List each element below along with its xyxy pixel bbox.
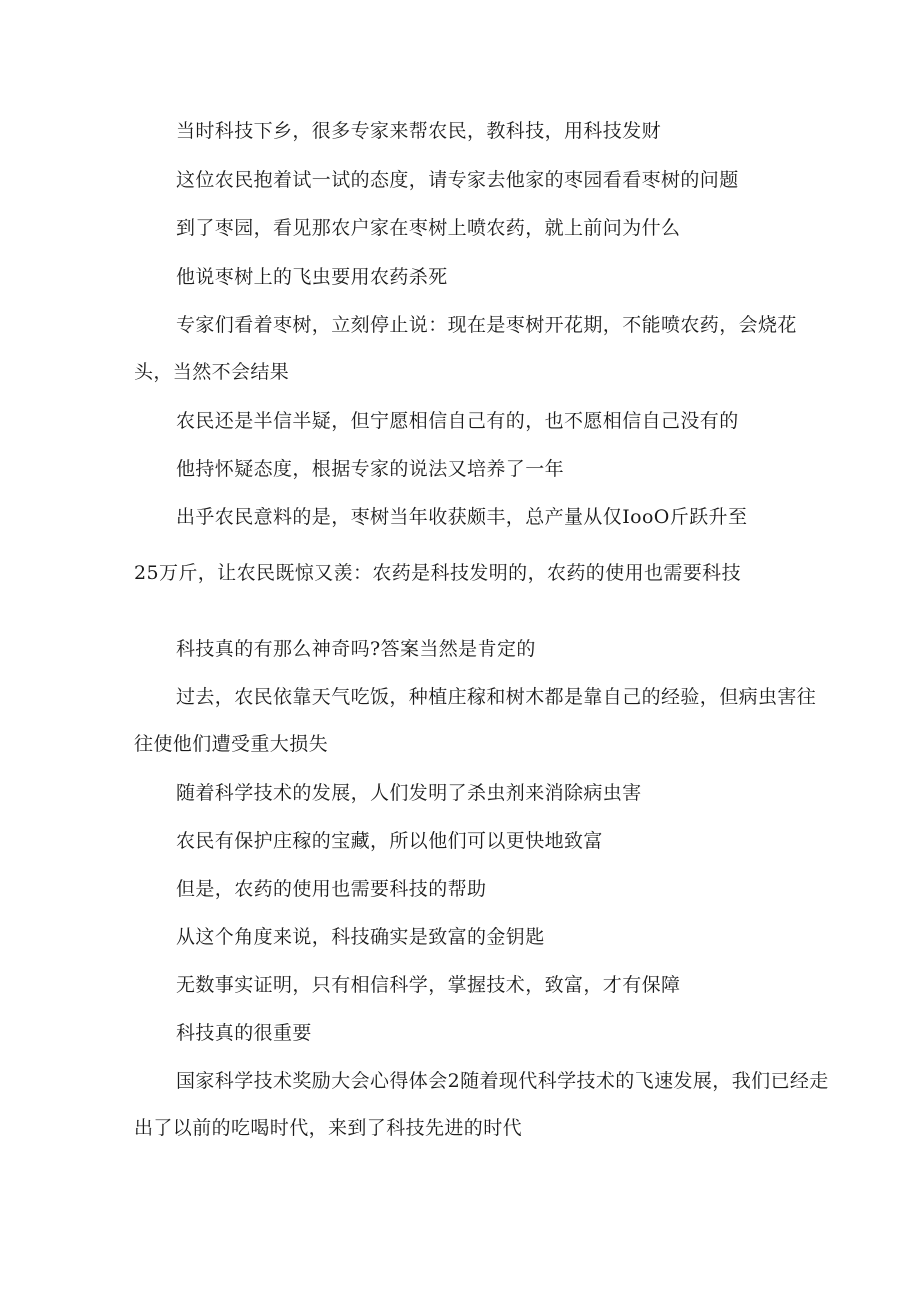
paragraph-11: 过去，农民依靠天气吃饭，种植庄稼和树木都是靠自己的经验，但病虫害往往使他们遭受重大损失: [134, 686, 817, 755]
paragraph-9: 25万斤，让农民既惊又羡：农药是科技发明的，农药的使用也需要科技: [134, 562, 741, 584]
paragraph-3: 到了枣园，看见那农户家在枣树上喷农药，就上前问为什么: [176, 217, 681, 239]
paragraph-13: 农民有保护庄稼的宝藏，所以他们可以更快地致富: [176, 830, 603, 852]
paragraph-14: 但是，农药的使用也需要科技的帮助: [176, 878, 487, 900]
paragraph-1: 当时科技下乡，很多专家来帮农民，教科技，用科技发财: [176, 120, 662, 142]
paragraph-10: 科技真的有那么神奇吗?答案当然是肯定的: [176, 638, 536, 660]
paragraph-6: 农民还是半信半疑，但宁愿相信自己有的，也不愿相信自己没有的: [176, 410, 739, 432]
paragraph-2: 这位农民抱着试一试的态度，请专家去他家的枣园看看枣树的问题: [176, 169, 739, 191]
paragraph-15: 从这个角度来说，科技确实是致富的金钥匙: [176, 926, 545, 948]
paragraph-8: 出乎农民意料的是，枣树当年收获颇丰，总产量从仅IooO斤跃升至: [176, 506, 748, 528]
paragraph-12: 随着科学技术的发展，人们发明了杀虫剂来消除病虫害: [176, 782, 642, 804]
paragraph-5: 专家们看着枣树，立刻停止说：现在是枣树开花期，不能喷农药，会烧花头，当然不会结果: [134, 314, 797, 383]
paragraph-18: 国家科学技术奖励大会心得体会2随着现代科学技术的飞速发展，我们已经走出了以前的吃喝时代，来到了科技先进的时代: [134, 1070, 829, 1139]
paragraph-4: 他说枣树上的飞虫要用农药杀死: [176, 266, 448, 288]
paragraph-16: 无数事实证明，只有相信科学，掌握技术，致富，才有保障: [176, 974, 681, 996]
paragraph-7: 他持怀疑态度，根据专家的说法又培养了一年: [176, 458, 565, 480]
paragraph-17: 科技真的很重要: [176, 1022, 312, 1044]
